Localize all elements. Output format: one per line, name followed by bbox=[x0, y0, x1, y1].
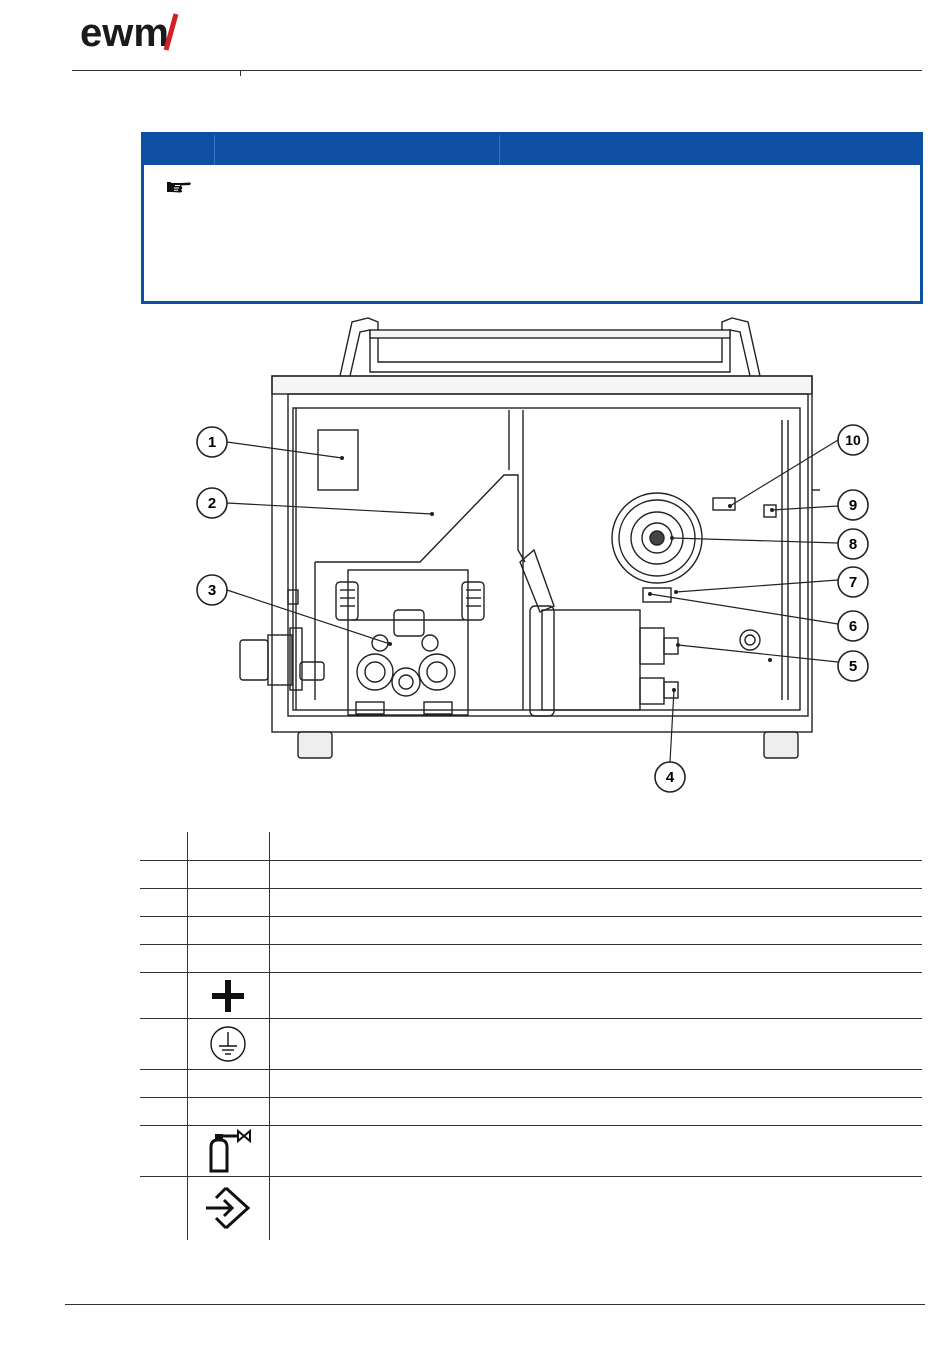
callout-2 bbox=[197, 488, 227, 518]
foot-right bbox=[764, 732, 798, 758]
feed-roll-left bbox=[357, 654, 393, 690]
ewm-logo-graphic bbox=[80, 10, 220, 55]
footer-rule bbox=[65, 1304, 925, 1305]
euro-connector bbox=[240, 640, 268, 680]
callout-6-label: 6 bbox=[848, 618, 858, 635]
hinge bbox=[520, 550, 554, 612]
callout-10 bbox=[838, 425, 868, 455]
callout-2-label: 2 bbox=[207, 495, 217, 512]
callout-4 bbox=[655, 762, 685, 792]
callout-9-label: 9 bbox=[848, 497, 858, 514]
callout-5 bbox=[838, 651, 868, 681]
feed-roll-right bbox=[419, 654, 455, 690]
table-row-line bbox=[140, 1125, 922, 1126]
note-box bbox=[141, 132, 923, 304]
table-row-line bbox=[140, 972, 922, 973]
callout-5-label: 5 bbox=[848, 658, 858, 675]
machine-figure bbox=[180, 310, 900, 800]
table-col-divider-1 bbox=[187, 832, 188, 1240]
callout-1-label: 1 bbox=[207, 434, 217, 451]
table-row-line bbox=[140, 1018, 922, 1019]
callout-6 bbox=[838, 611, 868, 641]
ewm-logo bbox=[80, 10, 220, 55]
housing-top bbox=[272, 376, 812, 394]
drive-unit bbox=[348, 570, 468, 715]
callout-3-label: 3 bbox=[207, 582, 217, 599]
table-row-line bbox=[140, 860, 922, 861]
label-plate bbox=[318, 430, 358, 490]
callout-8-label: 8 bbox=[848, 536, 858, 553]
callout-8 bbox=[838, 529, 868, 559]
legend-table bbox=[140, 832, 922, 1240]
pointing-hand-icon bbox=[166, 179, 192, 195]
header-tick bbox=[240, 70, 241, 76]
table-row-line bbox=[140, 916, 922, 917]
handle-outer bbox=[340, 318, 760, 376]
ground-icon bbox=[208, 1024, 248, 1064]
callout-4-label: 4 bbox=[665, 769, 675, 786]
ewm-logo-letters: ewm bbox=[80, 11, 169, 55]
table-row-line bbox=[140, 888, 922, 889]
table-col-divider-2 bbox=[269, 832, 270, 1240]
gas-socket bbox=[740, 630, 760, 650]
signal-input-icon bbox=[204, 1182, 256, 1234]
feed-roll-center bbox=[392, 668, 420, 696]
foot-left bbox=[298, 732, 332, 758]
table-row-line bbox=[140, 944, 922, 945]
header-rule bbox=[72, 70, 922, 71]
plus-icon bbox=[208, 978, 248, 1014]
table-row-line bbox=[140, 1069, 922, 1070]
current-socket bbox=[640, 628, 664, 664]
callout-7 bbox=[838, 567, 868, 597]
callout-9 bbox=[838, 490, 868, 520]
gas-cylinder-icon bbox=[206, 1129, 254, 1173]
callout-1 bbox=[197, 427, 227, 457]
callout-3 bbox=[197, 575, 227, 605]
note-header-bar bbox=[144, 135, 920, 165]
callout-7-label: 7 bbox=[848, 574, 858, 591]
table-row-line bbox=[140, 1176, 922, 1177]
table-row-line bbox=[140, 1097, 922, 1098]
cover-plate bbox=[315, 475, 525, 562]
callout-10-label: 10 bbox=[845, 432, 861, 448]
